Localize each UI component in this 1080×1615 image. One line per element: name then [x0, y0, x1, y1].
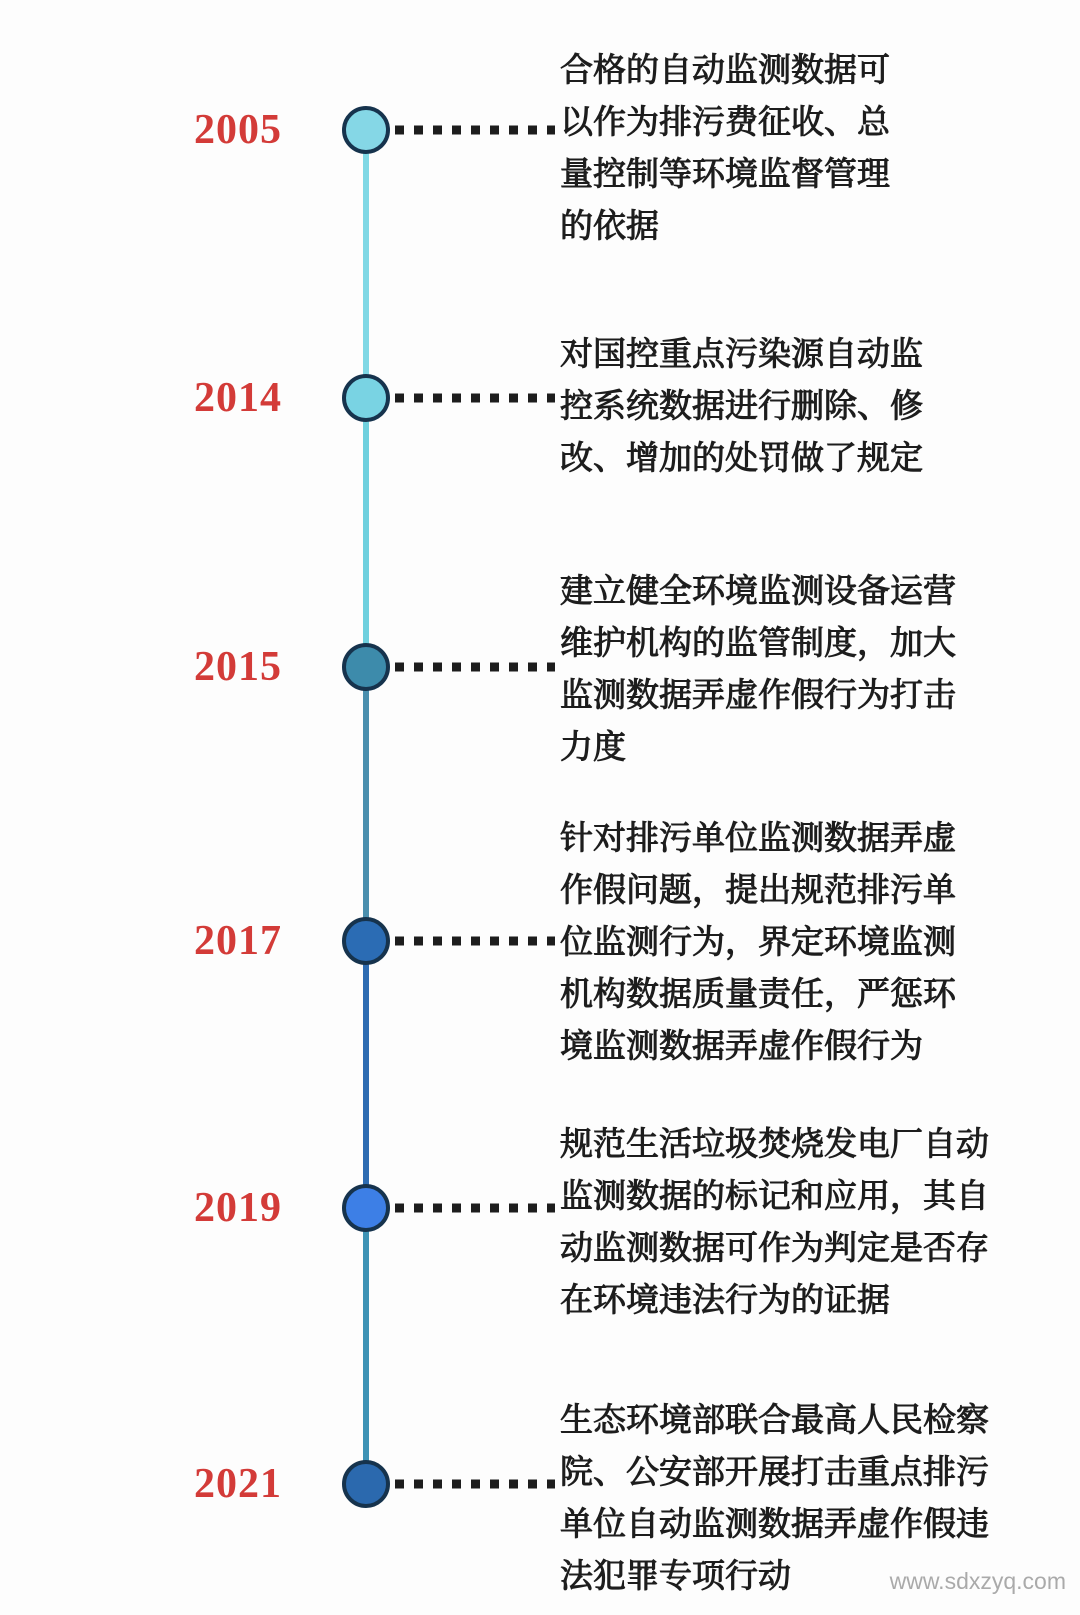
timeline-line-segment-2015-2017: [363, 667, 369, 941]
timeline-line-segment-2014-2015: [363, 398, 369, 667]
dotted-connector-2019: [395, 1204, 555, 1213]
timeline-dot-2014: [342, 374, 390, 422]
dotted-connector-2017: [395, 937, 555, 946]
timeline-line-segment-2005-2014: [363, 130, 369, 398]
dotted-connector-2021: [395, 1480, 555, 1489]
dotted-connector-2014: [395, 394, 555, 403]
timeline-event-2005: [0, 51, 1080, 244]
timeline-dot-2015: [342, 643, 390, 691]
year-label-2005: 2005: [194, 107, 282, 153]
dotted-connector-2015: [395, 663, 555, 672]
timeline-dot-2021: [342, 1460, 390, 1508]
timeline-event-2019: [0, 1125, 1080, 1318]
timeline-line-segment-2017-2019: [363, 941, 369, 1208]
event-description-2019: 规范生活垃圾焚烧发电厂自动监测数据的标记和应用，其自动监测数据可作为判定是否存在环境违法行为的证据: [560, 1125, 989, 1318]
timeline-dot-2019: [342, 1184, 390, 1232]
year-label-2019: 2019: [194, 1185, 282, 1231]
timeline-event-2014: [0, 335, 1080, 476]
timeline-event-2017: [0, 819, 1080, 1064]
year-label-2017: 2017: [194, 918, 282, 964]
year-label-2021: 2021: [194, 1461, 282, 1507]
event-description-2021: 生态环境部联合最高人民检察院、公安部开展打击重点排污单位自动监测数据弄虚作假违法犯罪专项行动: [560, 1401, 989, 1594]
timeline-dot-2005: [342, 106, 390, 154]
year-label-2014: 2014: [194, 375, 282, 421]
event-description-2017: 针对排污单位监测数据弄虚作假问题，提出规范排污单位监测行为，界定环境监测机构数据质量责任，严惩环境监测数据弄虚作假行为: [560, 819, 956, 1064]
event-description-2014: 对国控重点污染源自动监控系统数据进行删除、修改、增加的处罚做了规定: [560, 335, 923, 476]
timeline-dot-2017: [342, 917, 390, 965]
event-description-2005: 合格的自动监测数据可以作为排污费征收、总量控制等环境监督管理的依据: [560, 51, 890, 244]
year-label-2015: 2015: [194, 644, 282, 690]
event-description-2015: 建立健全环境监测设备运营维护机构的监管制度，加大监测数据弄虚作假行为打击力度: [560, 572, 956, 765]
timeline-line-segment-2019-2021: [363, 1208, 369, 1484]
dotted-connector-2005: [395, 126, 555, 135]
timeline-event-2015: [0, 572, 1080, 765]
watermark: www.sdxzyq.com: [889, 1568, 1066, 1594]
